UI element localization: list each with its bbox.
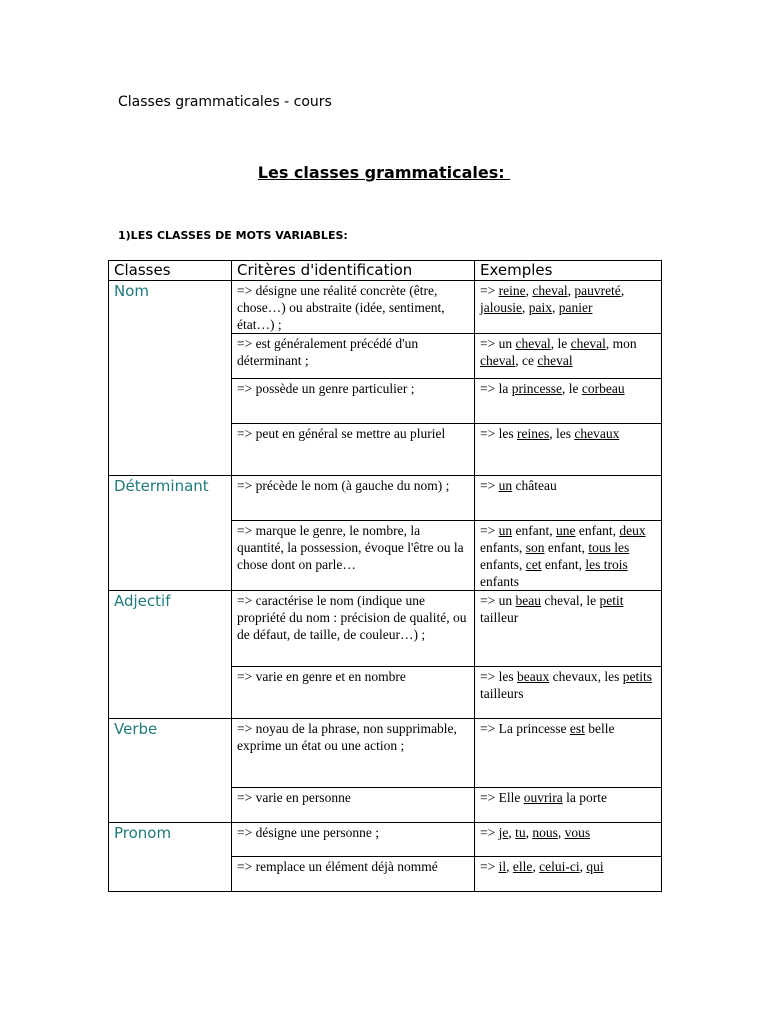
criteria-cell: => peut en général se mettre au pluriel	[232, 424, 475, 476]
example-cell: => un beau cheval, le petit tailleur	[475, 591, 662, 667]
criteria-cell: => noyau de la phrase, non supprimable, exprime un état ou une action ;	[232, 719, 475, 788]
example-cell: => un château	[475, 476, 662, 521]
page-heading	[0, 163, 768, 182]
page-heading-text: Les classes grammaticales:	[257, 163, 511, 182]
criteria-cell: => varie en genre et en nombre	[232, 667, 475, 719]
class-adjectif: Adjectif	[109, 591, 232, 719]
example-cell: => les beaux chevaux, les petits tailleurs	[475, 667, 662, 719]
example-cell: => il, elle, celui-ci, qui	[475, 857, 662, 892]
example-cell: => reine, cheval, pauvreté, jalousie, paix, panier	[475, 281, 662, 334]
class-pronom: Pronom	[109, 823, 232, 892]
example-cell: => la princesse, le corbeau	[475, 379, 662, 424]
class-nom: Nom	[109, 281, 232, 476]
criteria-cell: => désigne une réalité concrète (être, chose…) ou abstraite (idée, sentiment, état…) ;	[232, 281, 475, 334]
table-row	[109, 719, 662, 788]
criteria-cell: => est généralement précédé d'un déterminant ;	[232, 334, 475, 379]
table-row	[109, 476, 662, 521]
table-header-row	[109, 261, 662, 281]
header-examples: Exemples	[475, 261, 662, 281]
document-title: Classes grammaticales - cours	[118, 94, 332, 110]
criteria-cell: => remplace un élément déjà nommé	[232, 857, 475, 892]
header-classes: Classes	[109, 261, 232, 281]
table-row	[109, 591, 662, 667]
table-row	[109, 281, 662, 334]
example-cell: => un enfant, une enfant, deux enfants, son enfant, tous les enfants, cet enfant, les trois enfants	[475, 521, 662, 591]
criteria-cell: => marque le genre, le nombre, la quantité, la possession, évoque l'être ou la chose dont on parle…	[232, 521, 475, 591]
grammar-table	[108, 260, 662, 892]
criteria-cell: => précède le nom (à gauche du nom) ;	[232, 476, 475, 521]
class-verbe: Verbe	[109, 719, 232, 823]
example-cell: => les reines, les chevaux	[475, 424, 662, 476]
example-cell: => La princesse est belle	[475, 719, 662, 788]
criteria-cell: => désigne une personne ;	[232, 823, 475, 857]
class-determinant: Déterminant	[109, 476, 232, 591]
criteria-cell: => possède un genre particulier ;	[232, 379, 475, 424]
header-criteria: Critères d'identification	[232, 261, 475, 281]
criteria-cell: => varie en personne	[232, 788, 475, 823]
table-row	[109, 823, 662, 857]
example-cell: => Elle ouvrira la porte	[475, 788, 662, 823]
section-title: 1)LES CLASSES DE MOTS VARIABLES:	[118, 229, 348, 242]
example-cell: => un cheval, le cheval, mon cheval, ce cheval	[475, 334, 662, 379]
criteria-cell: => caractérise le nom (indique une propriété du nom : précision de qualité, ou de défaut, de taille, de couleur…) ;	[232, 591, 475, 667]
example-cell: => je, tu, nous, vous	[475, 823, 662, 857]
